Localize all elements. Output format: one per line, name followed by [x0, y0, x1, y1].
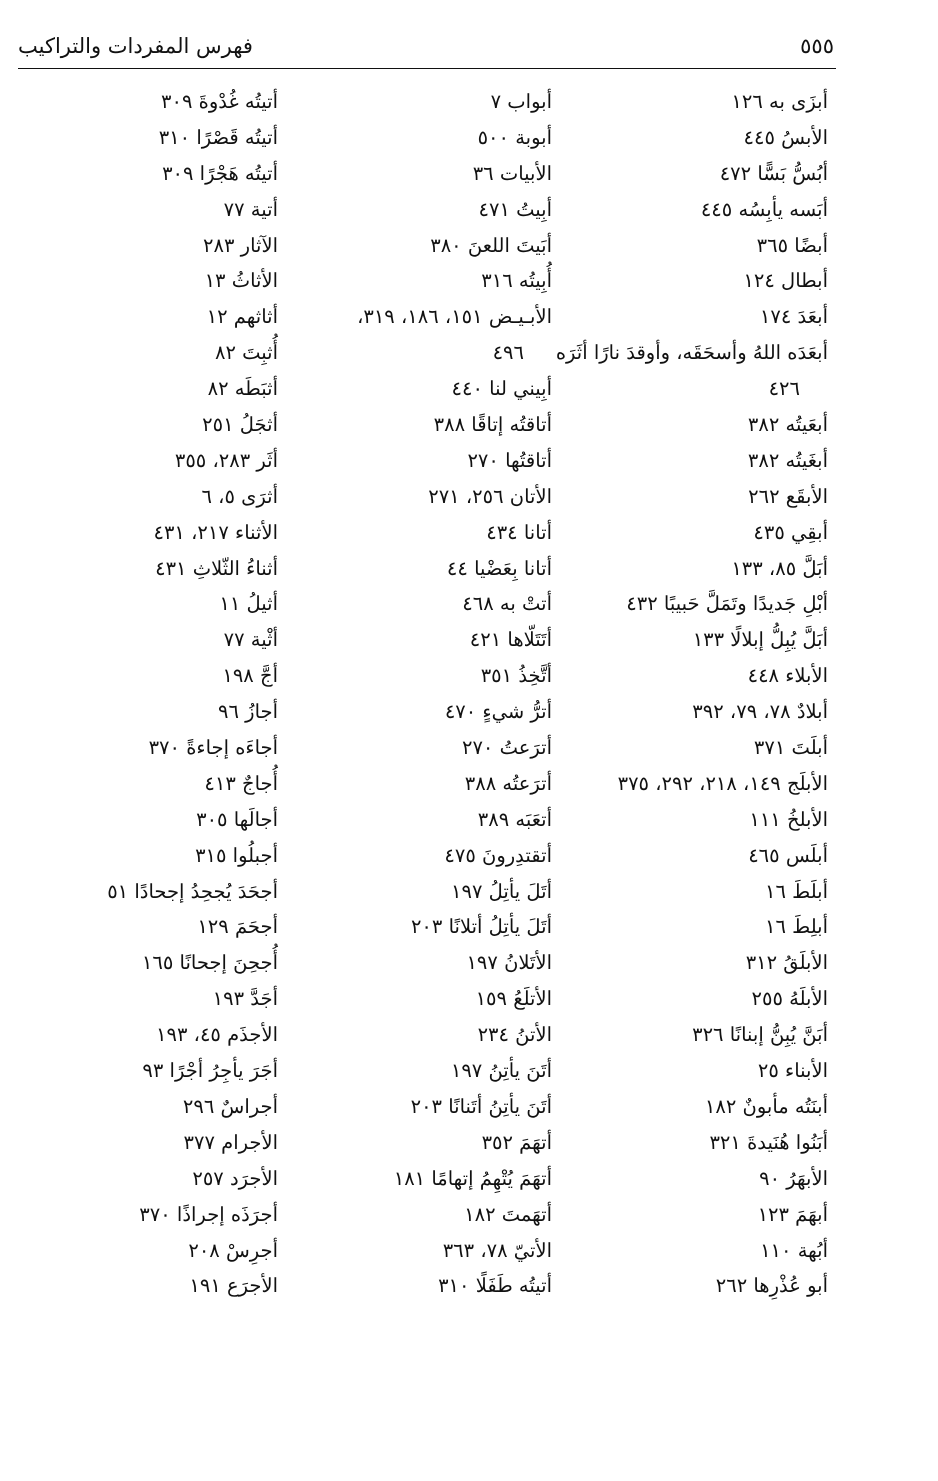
- index-entry: أترَعتُه ٣٨٨: [464, 771, 552, 795]
- index-entry: أبنَتُه مأبونٌ ١٨٢: [704, 1094, 828, 1118]
- index-entry: أبواب ٧: [490, 90, 552, 113]
- index-entry: ٤٢٦: [768, 377, 800, 401]
- index-entry: أجراسٌ ٢٩٦: [182, 1094, 278, 1118]
- index-entry: أبلَطَ ١٦: [765, 879, 828, 903]
- index-entry: أبَيتَ اللعنَ ٣٨٠: [430, 233, 552, 257]
- index-entry: أثَر ٢٨٣، ٣٥٥: [174, 448, 278, 472]
- index-entry: أبعَدَ ١٧٤: [759, 305, 828, 329]
- index-entry: أتانا بِعَضْيا ٤٤: [446, 556, 552, 580]
- index-entry: أبزَى به ١٢٦: [731, 90, 828, 113]
- index-entry: أثناءُ الثّلاثِ ٤٣١: [155, 556, 278, 580]
- index-entry: أبلَس ٤٦٥: [748, 843, 828, 867]
- index-entry: أبَنُوا هُنَيدةَ ٣٢١: [709, 1130, 828, 1154]
- index-entry: أتية ٧٧: [223, 197, 278, 221]
- index-entry: أجاءَه إجاءةً ٣٧٠: [148, 736, 278, 760]
- index-entry: الأجذَم ٤٥، ١٩٣: [156, 1023, 278, 1047]
- index-entry: أبوبة ٥٠٠: [477, 125, 552, 149]
- index-entry: الأبلخُ ١١١: [749, 807, 828, 831]
- index-entry: أبقِي ٤٣٥: [753, 520, 828, 544]
- index-entry: أُجاجٌ ٤١٣: [204, 771, 278, 795]
- index-entry: أبَلَّ يُبِلُّ إبلالًا ١٣٣: [692, 628, 828, 652]
- index-entry: الأبلَج ١٤٩، ٢١٨، ٢٩٢، ٣٧٥: [617, 771, 828, 795]
- index-entry: أبضًا ٣٦٥: [756, 233, 828, 257]
- index-entry: أبلِطَ ١٦: [765, 915, 828, 939]
- index-entry: الأجرَد ٢٥٧: [192, 1166, 278, 1190]
- index-entry: أتَنَ يأتِنُ ١٩٧: [450, 1059, 552, 1083]
- index-entry: أبَنَّ يُبِنُّ إبنانًا ٣٢٦: [692, 1023, 828, 1047]
- index-entry: أتَلَ يأتِلُ ١٩٧: [451, 879, 552, 903]
- index-entry: أتهَمتَ ١٨٢: [464, 1202, 552, 1226]
- index-entry: أثيلُ ١١: [219, 592, 278, 616]
- index-entry: الأجرَع ١٩١: [189, 1274, 278, 1298]
- index-entry: أجَدَّ ١٩٣: [212, 987, 278, 1011]
- index-entry: أجازُ ٩٦: [218, 700, 278, 724]
- index-entry: الأبيات ٣٦: [472, 161, 552, 185]
- index-entry: أتيتُه طَفَلًا ٣١٠: [438, 1274, 552, 1298]
- index-entry: الأبناء ٢٥: [757, 1059, 828, 1083]
- index-column-left: [8, 84, 278, 1304]
- index-entry: الأبلاء ٤٤٨: [747, 664, 828, 688]
- index-entry: الأثناء ٢١٧، ٤٣١: [153, 520, 278, 544]
- index-entry: أترَعتُ ٢٧٠: [461, 736, 552, 760]
- index-entry: أبُهة ١١٠: [760, 1238, 828, 1262]
- index-entry: الأبـيـض ١٥١، ١٨٦، ٣١٩،: [357, 305, 552, 329]
- index-entry: الأتلَعُ ١٥٩: [475, 987, 552, 1011]
- index-entry: أثْية ٧٧: [223, 628, 278, 652]
- index-entry: أبو عُذْرِها ٢٦٢: [715, 1274, 828, 1298]
- index-entry: أبُسُّ بَسًّا ٤٧٢: [719, 161, 828, 185]
- running-title: فهرس المفردات والتراكيب: [18, 34, 253, 58]
- index-entry: الأتيّ ٧٨، ٣٦٣: [442, 1238, 552, 1262]
- index-entry: أتيتُه هَجْرًا ٣٠٩: [162, 161, 278, 185]
- index-entry: أتهَمَ ٣٥٢: [481, 1130, 552, 1154]
- index-entry: أترُّ شيءٍ ٤٧٠: [444, 700, 552, 724]
- index-entry: أجرِسْ ٢٠٨: [188, 1238, 278, 1262]
- index-entry: أبعَيتُه ٣٨٢: [747, 413, 828, 437]
- index-entry: أتَّخِذُ ٣٥١: [480, 664, 552, 688]
- index-entry: أتقتدِرونَ ٤٧٥: [444, 843, 552, 867]
- index-entry: أبطال ١٢٤: [743, 269, 828, 293]
- page-header: [18, 30, 836, 69]
- index-entry: أتاقتُه إتاقًا ٣٨٨: [433, 413, 552, 437]
- index-entry: أبِيني لنا ٤٤٠: [451, 377, 552, 401]
- index-entry: أبْلِ جَديدًا وتَمَلَّ حَبيبًا ٤٣٢: [626, 592, 828, 616]
- index-entry: أتَتَلّاها ٤٢١: [469, 628, 552, 652]
- index-entry: أجَّ ١٩٨: [222, 664, 278, 688]
- index-entry: أجحَدَ يُجحِدُ إجحادًا ٥١: [107, 879, 278, 903]
- index-entry: أتيتُه قَصْرًا ٣١٠: [158, 125, 278, 149]
- index-entry: أبِيتُ ٤٧١: [478, 197, 552, 221]
- index-entry: الأبلَهُ ٢٥٥: [751, 987, 828, 1011]
- index-entry: أبَلَّ ٨٥، ١٣٣: [731, 556, 828, 580]
- index-entry: أجحَمَ ١٢٩: [197, 915, 278, 939]
- index-column-middle: [272, 84, 552, 1304]
- index-entry: أجالَها ٣٠٥: [196, 807, 278, 831]
- index-entry: أتَلَ يأتِلُ أتلانًا ٢٠٣: [410, 915, 552, 939]
- index-entry: أجَرَ يأجِرُ أجْرًا ٩٣: [142, 1059, 278, 1083]
- index-entry: أجرَذَه إجراذًا ٣٧٠: [139, 1202, 278, 1226]
- index-entry: الأبلَقُ ٣١٢: [745, 951, 828, 975]
- index-entry: أتتْ به ٤٦٨: [462, 592, 552, 616]
- index-entry: أُثبِتَ ٨٢: [214, 341, 278, 365]
- index-entry: الأبسُ ٤٤٥: [743, 125, 828, 149]
- index-entry: أتاقتُها ٢٧٠: [467, 448, 552, 472]
- index-entry: الأبقَع ٢٦٢: [748, 484, 828, 508]
- index-entry: أجبلُوا ٣١٥: [195, 843, 278, 867]
- index-entry: أبلادٌ ٧٨، ٧٩، ٣٩٢: [692, 700, 828, 724]
- index-entry: الأجرام ٣٧٧: [183, 1130, 278, 1154]
- index-entry: أبغَيتُه ٣٨٢: [747, 448, 828, 472]
- index-entry: الآثار ٢٨٣: [203, 233, 278, 257]
- index-entry: أثاثهم ١٢: [206, 305, 278, 329]
- index-entry: ٤٩٦: [492, 341, 524, 365]
- index-entry: الأتان ٢٥٦، ٢٧١: [428, 484, 552, 508]
- index-entry: أتانا ٤٣٤: [486, 520, 552, 544]
- index-entry: أتهَمَ يُتْهِمُ إتهامًا ١٨١: [393, 1166, 552, 1190]
- index-entry: أبَسه يأبِسُه ٤٤٥: [700, 197, 828, 221]
- index-entry: الأتَلانُ ١٩٧: [466, 951, 552, 975]
- index-entry: الأثاثُ ١٣: [204, 269, 278, 293]
- index-entry: الأتنُ ٢٣٤: [477, 1023, 552, 1047]
- index-entry: أثرَى ٥، ٦: [201, 484, 278, 508]
- index-entry: أبعَدَه اللهُ وأسحَقَه، وأوقدَ نارًا أثَرَه: [555, 341, 828, 365]
- page-number: ٥٥٥: [800, 34, 834, 58]
- index-entry: أتعَبَه ٣٨٩: [477, 807, 552, 831]
- index-entry: أُبِيتُه ٣١٦: [481, 269, 552, 293]
- index-column-right: [555, 84, 828, 1304]
- index-entry: الأبهَرُ ٩٠: [759, 1166, 828, 1190]
- index-entry: أُجحِنَ إجحانًا ١٦٥: [141, 951, 278, 975]
- index-entry: أثجَلُ ٢٥١: [202, 413, 278, 437]
- index-entry: أتيتُه غُدْوةَ ٣٠٩: [161, 90, 278, 113]
- index-entry: أتَنَ يأتِنُ أتَنانًا ٢٠٣: [410, 1094, 552, 1118]
- index-entry: أبلَتَ ٣٧١: [753, 736, 828, 760]
- index-entry: أبهَمَ ١٢٣: [757, 1202, 828, 1226]
- index-entry: أثبَطَه ٨٢: [207, 377, 278, 401]
